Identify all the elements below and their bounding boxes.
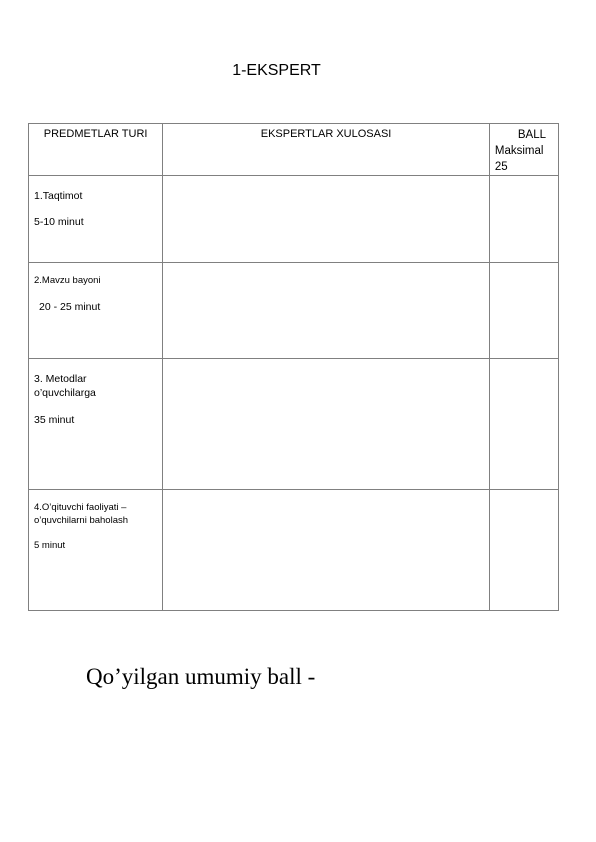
header-ball bbox=[489, 124, 558, 176]
subject-name: 2.Mavzu bayoni bbox=[34, 275, 101, 287]
conclusion-cell[interactable] bbox=[163, 490, 490, 611]
total-score-label: Qo’yilgan umumiy ball - bbox=[86, 664, 316, 689]
table-row bbox=[29, 490, 559, 611]
subject-name-line2: o’quvchilarni baholash bbox=[34, 515, 129, 527]
conclusion-cell[interactable] bbox=[163, 176, 490, 263]
evaluation-table bbox=[28, 123, 559, 611]
subject-time: 20 - 25 minut bbox=[39, 301, 101, 314]
subject-time: 5 minut bbox=[34, 539, 66, 551]
subject-name-line1: 3. Metodlar bbox=[34, 373, 87, 386]
subject-time: 35 minut bbox=[34, 413, 75, 426]
table-row bbox=[29, 359, 559, 490]
header-subject: PREDMETLAR TURI bbox=[29, 124, 163, 176]
header-conclusion: EKSPERTLAR XULOSASI bbox=[163, 124, 490, 176]
table-row bbox=[29, 263, 559, 359]
subject-cell bbox=[29, 490, 163, 611]
subject-cell bbox=[29, 359, 163, 490]
header-ball-label: BALL bbox=[517, 129, 546, 141]
subject-name-line2: o’quvchilarga bbox=[34, 387, 96, 400]
subject-name-line1: 4.O’qituvchi faoliyati – bbox=[34, 502, 127, 514]
table-row bbox=[29, 176, 559, 263]
ball-cell[interactable] bbox=[489, 263, 558, 359]
ball-cell[interactable] bbox=[489, 359, 558, 490]
conclusion-cell[interactable] bbox=[163, 263, 490, 359]
subject-cell bbox=[29, 176, 163, 263]
conclusion-cell[interactable] bbox=[163, 359, 490, 490]
subject-cell bbox=[29, 263, 163, 359]
table-header-row bbox=[29, 124, 559, 176]
subject-time: 5-10 minut bbox=[34, 216, 84, 229]
document-title: 1-EKSPERT bbox=[232, 62, 321, 79]
header-max-label: Maksimal bbox=[494, 145, 544, 158]
ball-cell[interactable] bbox=[489, 176, 558, 263]
subject-name: 1.Taqtimot bbox=[34, 190, 83, 203]
header-max-value: 25 bbox=[494, 161, 508, 174]
ball-cell[interactable] bbox=[489, 490, 558, 611]
